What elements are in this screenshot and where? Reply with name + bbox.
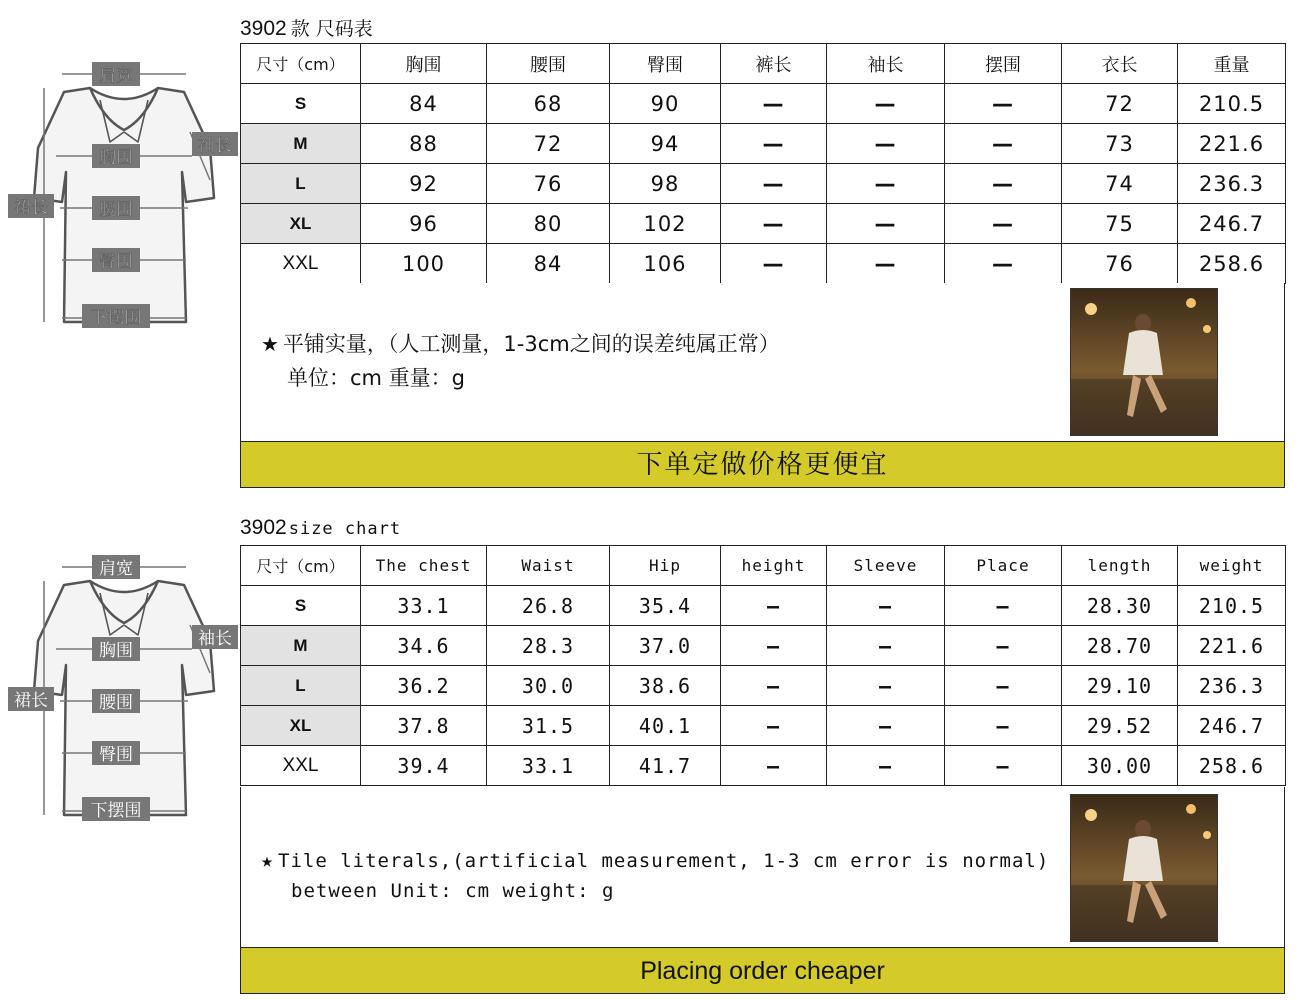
size-cell: M: [241, 626, 361, 666]
size-cell: XL: [241, 204, 361, 244]
star-icon: ★: [261, 848, 275, 872]
table-cell: 28.30: [1062, 586, 1178, 626]
table-cell: 258.6: [1178, 244, 1286, 284]
table-cell: 76: [1062, 244, 1178, 284]
dress-diagram-cn: [4, 40, 240, 340]
title-text: size chart: [288, 519, 402, 539]
note-line-2: between Unit: cm weight: g: [291, 880, 615, 902]
table-cell: 35.4: [610, 586, 721, 626]
note-line-1: 平铺实量，（人工测量，1-3cm之间的误差纯属正常）: [282, 332, 780, 356]
table-cell: 74: [1062, 164, 1178, 204]
table-cell: 102: [610, 204, 721, 244]
size-table-cn: [240, 43, 1286, 284]
diagram-label-shoulder: 肩宽: [99, 559, 133, 579]
table-cell: —: [827, 84, 945, 124]
size-cell: S: [241, 586, 361, 626]
size-cell: XXL: [241, 746, 361, 786]
column-header: height: [721, 546, 827, 586]
table-cell: 100: [361, 244, 487, 284]
table-cell: —: [721, 124, 827, 164]
table-cell: 36.2: [361, 666, 487, 706]
table-cell: 75: [1062, 204, 1178, 244]
column-header: 袖长: [827, 44, 945, 84]
column-header: 重量: [1178, 44, 1286, 84]
dress-diagram-en: [4, 533, 240, 833]
dress-outline-icon: [4, 533, 240, 833]
section-title-cn: [240, 14, 373, 41]
table-cell: —: [721, 666, 827, 706]
table-cell: 96: [361, 204, 487, 244]
table-cell: —: [721, 164, 827, 204]
table-cell: 236.3: [1178, 164, 1286, 204]
table-cell: —: [945, 244, 1062, 284]
table-cell: 30.00: [1062, 746, 1178, 786]
table-cell: 28.70: [1062, 626, 1178, 666]
table-cell: —: [827, 586, 945, 626]
table-cell: 88: [361, 124, 487, 164]
diagram-label-hem: 下摆围: [90, 308, 142, 328]
diagram-label-waist: 腰围: [99, 693, 133, 713]
table-row: [241, 84, 1286, 124]
table-cell: —: [945, 204, 1062, 244]
table-cell: 221.6: [1178, 124, 1286, 164]
table-cell: —: [721, 204, 827, 244]
table-cell: 92: [361, 164, 487, 204]
note-line-1: Tile literals,(artificial measurement, 1-3 cm error is normal): [278, 850, 1050, 872]
column-header: 裤长: [721, 44, 827, 84]
table-cell: 210.5: [1178, 586, 1286, 626]
table-cell: 68: [487, 84, 610, 124]
table-row: [241, 164, 1286, 204]
column-header: length: [1062, 546, 1178, 586]
size-table-en: [240, 545, 1286, 786]
measurement-note: [261, 327, 780, 395]
table-cell: 90: [610, 84, 721, 124]
note-box-cn: [240, 283, 1285, 441]
table-cell: —: [945, 666, 1062, 706]
model-photo-image: [1071, 795, 1218, 942]
table-cell: —: [721, 626, 827, 666]
size-cell: XXL: [241, 244, 361, 284]
column-header: 腰围: [487, 44, 610, 84]
promo-banner-cn: 下单定做价格更便宜: [240, 441, 1285, 488]
table-row: [241, 626, 1286, 666]
diagram-label-hip: 臀围: [99, 252, 133, 272]
table-cell: 34.6: [361, 626, 487, 666]
table-row: [241, 244, 1286, 284]
table-cell: 38.6: [610, 666, 721, 706]
diagram-label-shoulder: 肩宽: [99, 66, 133, 86]
table-cell: 41.7: [610, 746, 721, 786]
table-cell: —: [945, 164, 1062, 204]
column-header: Place: [945, 546, 1062, 586]
title-text: 款 尺码表: [290, 18, 373, 40]
table-cell: —: [827, 666, 945, 706]
dress-outline-icon: [4, 40, 240, 340]
diagram-label-sleeve: 袖长: [198, 629, 232, 649]
diagram-label-skirt-length: 裙长: [14, 691, 48, 711]
column-header: 臀围: [610, 44, 721, 84]
table-cell: —: [827, 164, 945, 204]
table-cell: 94: [610, 124, 721, 164]
diagram-label-sleeve: 袖长: [198, 136, 232, 156]
table-cell: —: [721, 746, 827, 786]
table-row: [241, 204, 1286, 244]
table-cell: 29.10: [1062, 666, 1178, 706]
table-cell: 31.5: [487, 706, 610, 746]
table-row: [241, 666, 1286, 706]
column-header: weight: [1178, 546, 1286, 586]
table-header-row: [241, 546, 1286, 586]
table-cell: —: [827, 124, 945, 164]
size-cell: L: [241, 666, 361, 706]
table-cell: —: [721, 244, 827, 284]
size-cell: XL: [241, 706, 361, 746]
column-header: 衣长: [1062, 44, 1178, 84]
column-header: The chest: [361, 546, 487, 586]
table-cell: 40.1: [610, 706, 721, 746]
table-cell: 37.8: [361, 706, 487, 746]
table-cell: 33.1: [487, 746, 610, 786]
table-cell: 76: [487, 164, 610, 204]
size-cell: S: [241, 84, 361, 124]
diagram-label-chest: 胸围: [99, 641, 133, 661]
column-header: 摆围: [945, 44, 1062, 84]
model-photo-image: [1071, 289, 1218, 436]
table-cell: 84: [361, 84, 487, 124]
table-cell: 246.7: [1178, 706, 1286, 746]
table-cell: 72: [487, 124, 610, 164]
diagram-label-hip: 臀围: [99, 745, 133, 765]
measurement-note: [261, 845, 1049, 906]
diagram-label-chest: 胸围: [99, 148, 133, 168]
table-cell: 39.4: [361, 746, 487, 786]
table-cell: —: [827, 244, 945, 284]
note-line-2: 单位：cm 重量：g: [287, 366, 466, 390]
column-header: 胸围: [361, 44, 487, 84]
table-cell: 246.7: [1178, 204, 1286, 244]
column-header: Sleeve: [827, 546, 945, 586]
diagram-label-waist: 腰围: [99, 200, 133, 220]
table-cell: 73: [1062, 124, 1178, 164]
section-title-en: [240, 516, 401, 540]
table-row: [241, 746, 1286, 786]
diagram-label-skirt-length: 裙长: [14, 198, 48, 218]
size-cell: L: [241, 164, 361, 204]
table-cell: 210.5: [1178, 84, 1286, 124]
table-cell: 29.52: [1062, 706, 1178, 746]
table-cell: 33.1: [361, 586, 487, 626]
table-row: [241, 706, 1286, 746]
table-cell: 106: [610, 244, 721, 284]
column-header: 尺寸（cm）: [241, 44, 361, 84]
table-cell: 258.6: [1178, 746, 1286, 786]
column-header: Waist: [487, 546, 610, 586]
table-cell: 98: [610, 164, 721, 204]
column-header: 尺寸（cm）: [241, 546, 361, 586]
promo-banner-en: Placing order cheaper: [240, 947, 1285, 994]
table-cell: 30.0: [487, 666, 610, 706]
table-cell: —: [721, 84, 827, 124]
table-cell: —: [945, 84, 1062, 124]
size-cell: M: [241, 124, 361, 164]
table-cell: 84: [487, 244, 610, 284]
star-icon: ★: [261, 332, 279, 356]
table-cell: 221.6: [1178, 626, 1286, 666]
table-cell: —: [945, 586, 1062, 626]
table-header-row: [241, 44, 1286, 84]
model-photo: [1070, 288, 1218, 436]
table-row: [241, 586, 1286, 626]
table-cell: —: [827, 626, 945, 666]
table-cell: —: [827, 746, 945, 786]
table-cell: —: [945, 124, 1062, 164]
table-cell: 80: [487, 204, 610, 244]
diagram-label-hem: 下摆围: [90, 801, 142, 821]
table-cell: 72: [1062, 84, 1178, 124]
table-cell: —: [827, 706, 945, 746]
note-box-en: [240, 787, 1285, 947]
table-cell: 37.0: [610, 626, 721, 666]
table-cell: 26.8: [487, 586, 610, 626]
table-cell: 28.3: [487, 626, 610, 666]
table-cell: 236.3: [1178, 666, 1286, 706]
table-cell: —: [827, 204, 945, 244]
model-photo: [1070, 794, 1218, 942]
table-row: [241, 124, 1286, 164]
title-number: 3902: [240, 17, 287, 40]
table-cell: —: [945, 746, 1062, 786]
table-cell: —: [721, 586, 827, 626]
table-cell: —: [945, 626, 1062, 666]
table-cell: —: [945, 706, 1062, 746]
table-cell: —: [721, 706, 827, 746]
title-number: 3902: [240, 516, 287, 539]
column-header: Hip: [610, 546, 721, 586]
